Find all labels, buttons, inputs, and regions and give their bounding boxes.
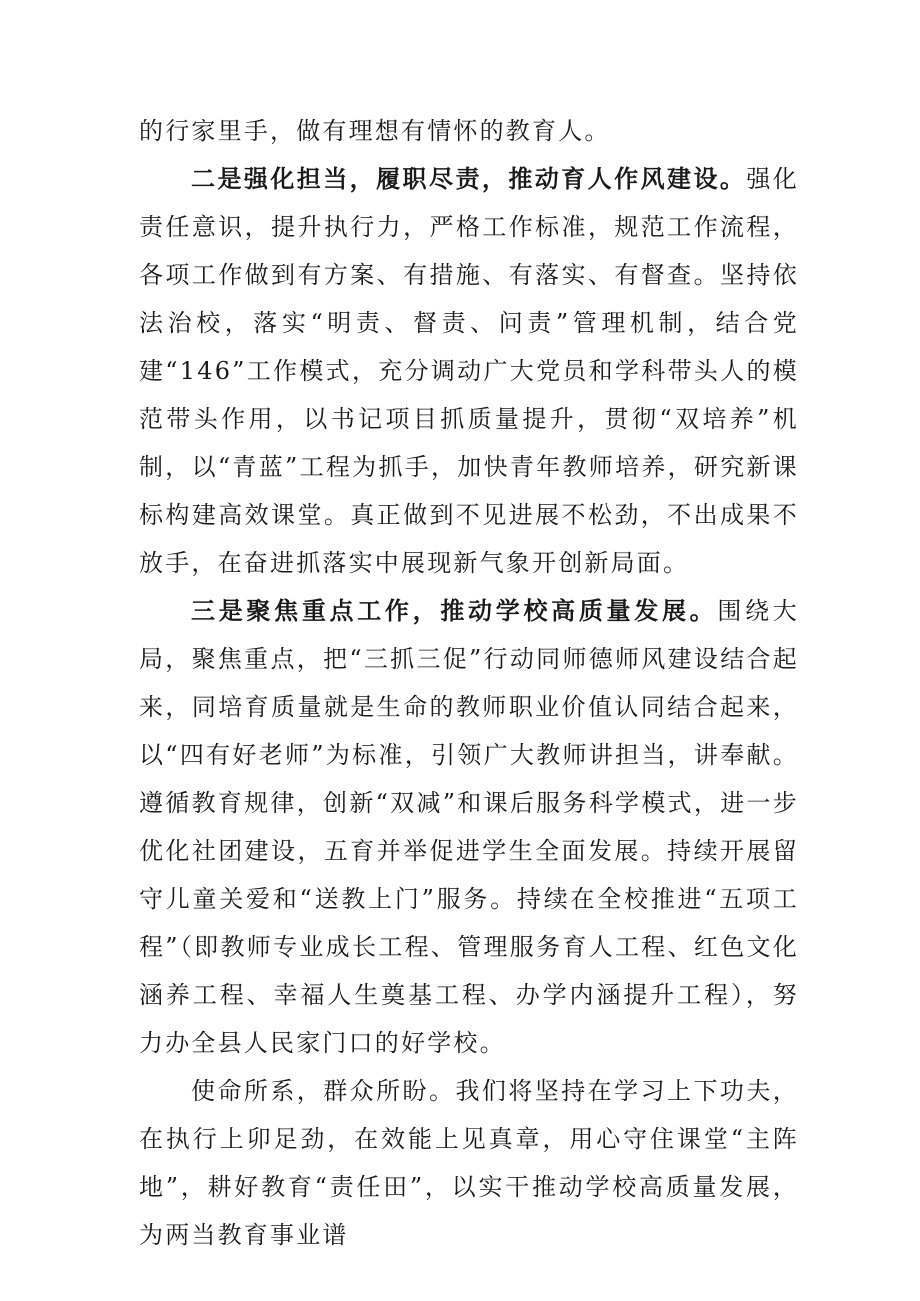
paragraph-text: 强化责任意识，提升执行力，严格工作标准，规范工作流程，各项工作做到有方案、有措施、有落实、有督查。坚持依法治校，落实“明责、督责、问责”管理机制，结合党建“146”工作模式，充分调动广大党员和学科带头人的模范带头作用，以书记项目抓质量提升，贯彻“双培养”机制，以“青蓝”工程为抓手，加快青年教师培养，研究新课标构建高效课堂。真正做到不见进展不松劲，不出成果不放手，在奋进抓落实中展现新气象开创新局面。 <box>139 165 800 577</box>
paragraph-point-three <box>139 587 799 1067</box>
paragraph-closing <box>139 1067 799 1259</box>
paragraph-continuation <box>139 107 799 155</box>
paragraph-lead-heading: 二是强化担当，履职尽责，推动育人作风建设。 <box>191 164 747 193</box>
paragraph-lead-heading: 三是聚焦重点工作，推动学校高质量发展。 <box>191 596 718 625</box>
paragraph-text: 围绕大局，聚焦重点，把“三抓三促”行动同师德师风建设结合起来，同培育质量就是生命的教师职业价值认同结合起来，以“四有好老师”为标准，引领广大教师讲担当，讲奉献。遵循教育规律，创新“双减”和课后服务科学模式，进一步优化社团建设，五育并举促进学生全面发展。持续开展留守儿童关爱和“送教上门”服务。持续在全校推进“五项工程”（即教师专业成长工程、管理服务育人工程、红色文化涵养工程、幸福人生奠基工程、办学内涵提升工程），努力办全县人民家门口的好学校。 <box>139 597 799 1057</box>
document-body <box>139 107 799 1259</box>
paragraph-text: 使命所系，群众所盼。我们将坚持在学习上下功夫，在执行上卯足劲，在效能上见真章，用心守住课堂“主阵地”，耕好教育“责任田”，以实干推动学校高质量发展，为两当教育事业谱 <box>139 1077 799 1249</box>
paragraph-text: 的行家里手，做有理想有情怀的教育人。 <box>139 117 611 145</box>
paragraph-point-two <box>139 155 799 587</box>
